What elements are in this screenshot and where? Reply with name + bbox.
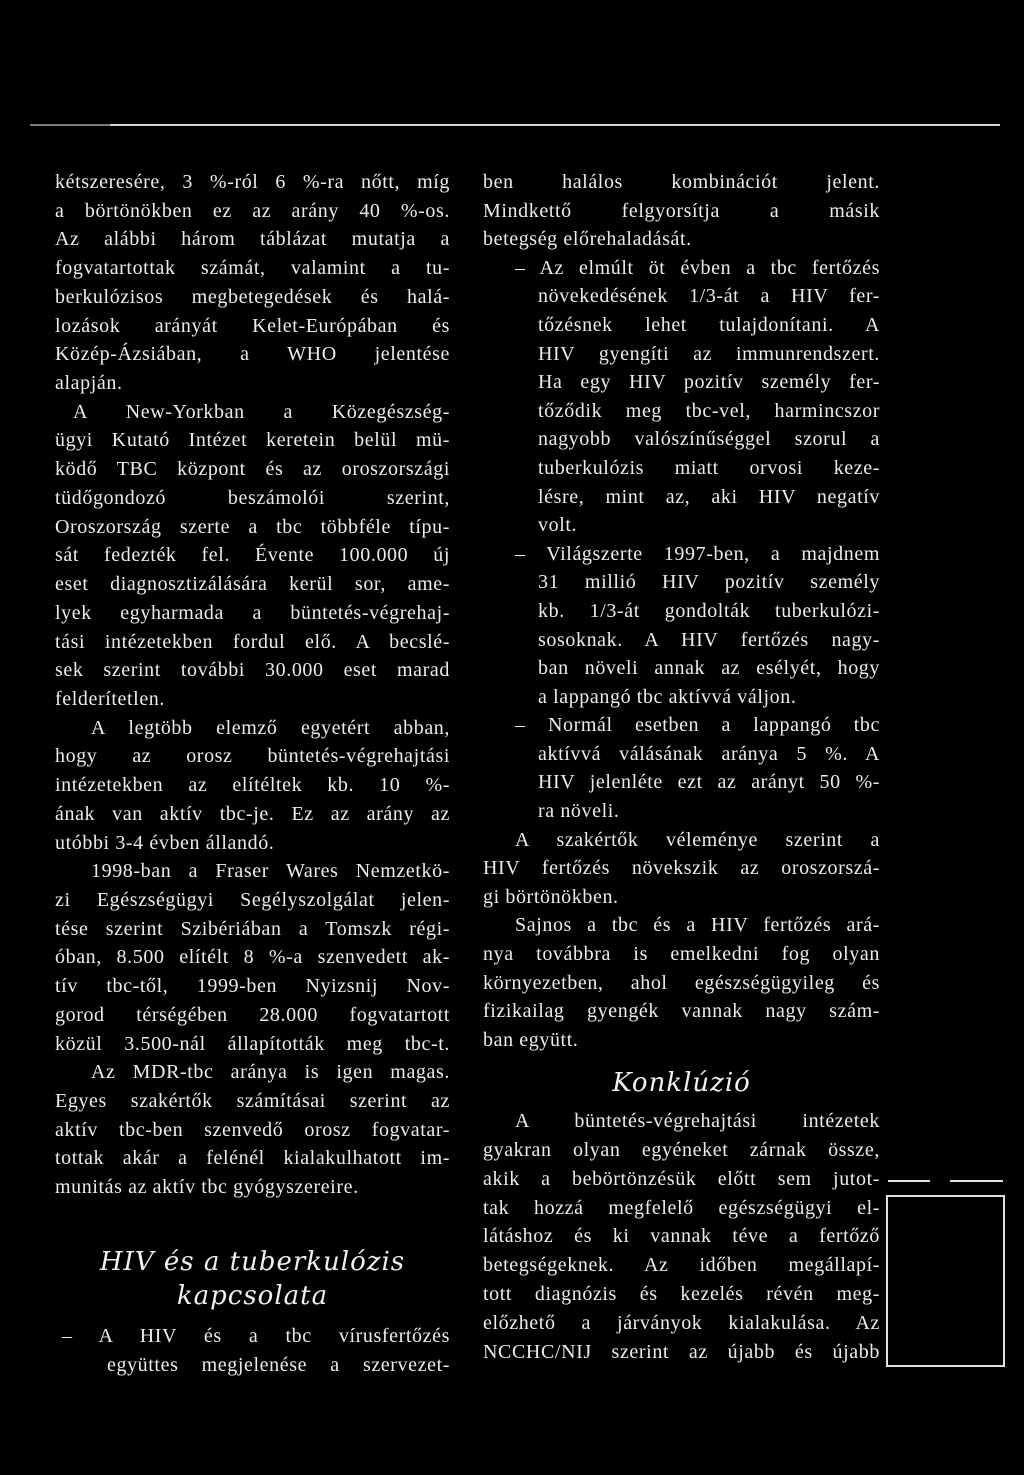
decorative-frame xyxy=(886,1195,1005,1367)
text-line: betegség előrehaladását. xyxy=(483,228,692,251)
text-line: – Az elmúlt öt évben a tbc fertőzés xyxy=(515,256,880,279)
text-line: A New-Yorkban a Közegészség- xyxy=(73,400,450,423)
text-line: intézetekben az elítéltek kb. 10 %- xyxy=(55,774,450,797)
text-line: közül 3.500-nál állapították meg tbc-t. xyxy=(55,1032,450,1055)
text-line: 31 millió HIV pozitív személy xyxy=(538,571,880,594)
text-line: sosoknak. A HIV fertőzés nagy- xyxy=(538,628,880,651)
text-line: nya továbbra is emelkedni fog olyan xyxy=(483,943,880,966)
text-line: munitás az aktív tbc gyógyszereire. xyxy=(55,1176,359,1199)
text-line: 1998-ban a Fraser Wares Nemzetkö- xyxy=(91,860,450,883)
text-line: felderítetlen. xyxy=(55,687,166,710)
text-line: NCCHC/NIJ szerint az újabb és újabb xyxy=(483,1340,880,1363)
text-line: sát fedezték fel. Évente 100.000 új xyxy=(55,544,450,567)
text-line: tott diagnózis és kezelés révén meg- xyxy=(483,1283,880,1306)
text-line: Az MDR-tbc aránya is igen magas. xyxy=(91,1061,450,1084)
text-line: eset diagnosztizálására kerül sor, ame- xyxy=(55,573,450,596)
left-column-text xyxy=(55,168,450,1202)
text-line: – Világszerte 1997-ben, a majdnem xyxy=(515,542,880,565)
text-line: gorod térségében 28.000 fogvatartott xyxy=(55,1003,450,1026)
text-line: Oroszország szerte a tbc többféle típu- xyxy=(55,515,450,538)
text-line: aktívvá válásának aránya 5 %. A xyxy=(538,742,880,765)
text-line: gyakran olyan egyéneket zárnak össze, xyxy=(483,1138,880,1161)
text-line: HIV gyengíti az immunrendszert. xyxy=(538,342,880,365)
text-line: előzhető a járványok kialakulása. Az xyxy=(483,1312,880,1335)
text-line: tív tbc-től, 1999-ben Nyizsnij Nov- xyxy=(55,975,450,998)
text-line: – A HIV és a tbc vírusfertőzés xyxy=(62,1325,450,1347)
text-line: sek szerint további 30.000 eset marad xyxy=(55,659,450,682)
text-line: betegségeknek. Az időben megállapí- xyxy=(483,1254,880,1277)
text-line: volt. xyxy=(538,514,578,537)
text-line: hogy az orosz büntetés-végrehajtási xyxy=(55,745,450,768)
text-line: tőződik meg tbc-vel, harmincszor xyxy=(538,399,880,422)
text-line: HIV jelenléte ezt az arányt 50 %- xyxy=(538,771,880,794)
text-line: ködő TBC központ és az oroszországi xyxy=(55,458,450,481)
text-line: fizikailag gyengék vannak nagy szám- xyxy=(483,1000,880,1023)
text-line: Mindkettő felgyorsítja a másik xyxy=(483,199,880,222)
text-line: A büntetés-végrehajtási intézetek xyxy=(515,1110,880,1132)
text-line: kb. 1/3-át gondolták tuberkulózi- xyxy=(538,599,880,622)
frame-top-dash xyxy=(950,1180,1003,1182)
text-line: lésre, mint az, aki HIV negatív xyxy=(538,485,880,508)
text-line: környezetben, ahol egészségügyileg és xyxy=(483,971,880,994)
text-line: aktív tbc-ben szenvedő orosz fogvatar- xyxy=(55,1118,450,1141)
heading-line: kapcsolata xyxy=(176,1281,329,1311)
text-line: Sajnos a tbc és a HIV fertőzés ará- xyxy=(515,914,880,937)
text-line: lozások arányát Kelet-Európában és xyxy=(55,314,450,337)
text-line: Ha egy HIV pozitív személy fer- xyxy=(538,371,880,394)
top-rule xyxy=(30,124,1000,126)
right-column-text-continued xyxy=(483,1107,880,1367)
text-line: a lappangó tbc aktívvá váljon. xyxy=(538,685,797,708)
text-line: óban, 8.500 elítélt 8 %-a szenvedett ak- xyxy=(55,946,450,969)
right-column-text xyxy=(483,168,880,1054)
text-line: zi Egészségügyi Segélyszolgálat jelen- xyxy=(55,888,450,911)
text-line: együttes megjelenése a szervezet- xyxy=(107,1353,450,1376)
text-line: Az alábbi három táblázat mutatja a xyxy=(55,228,450,251)
heading-line: Konklúzió xyxy=(612,1068,751,1098)
text-line: akik a bebörtönzésük előtt sem jutot- xyxy=(483,1167,880,1190)
text-line: növekedésének 1/3-át a HIV fer- xyxy=(538,285,880,308)
text-line: HIV fertőzés növekszik az oroszorszá- xyxy=(483,857,880,880)
text-line: berkulózisos megbetegedések és halá- xyxy=(55,285,450,308)
text-line: – Normál esetben a lappangó tbc xyxy=(515,714,880,737)
top-rule-faint xyxy=(30,124,110,126)
text-line: lyek egyharmada a büntetés-végrehaj- xyxy=(55,601,450,624)
text-line: ban növeli annak az esélyét, hogy xyxy=(538,657,880,680)
text-line: A legtöbb elemző egyetért abban, xyxy=(91,716,450,739)
section-heading-hiv-tbc xyxy=(55,1245,450,1313)
section-heading-konkluzio xyxy=(483,1064,880,1102)
text-line: tuberkulózis miatt orvosi keze- xyxy=(538,456,880,479)
text-line: Egyes szakértők számításai szerint az xyxy=(55,1090,450,1112)
text-line: ban együtt. xyxy=(483,1028,579,1051)
text-line: A szakértők véleménye szerint a xyxy=(515,828,880,851)
left-column-text-continued xyxy=(55,1322,450,1379)
text-line: tése szerint Szibériában a Tomszk régi- xyxy=(55,917,450,940)
text-line: tőzésnek lehet tulajdonítani. A xyxy=(538,313,880,336)
text-line: ben halálos kombinációt jelent. xyxy=(483,171,880,193)
text-line: kétszeresére, 3 %-ról 6 %-ra nőtt, míg xyxy=(55,171,450,193)
text-line: látáshoz és ki vannak téve a fertőző xyxy=(483,1225,880,1248)
text-line: tak hozzá megfelelő egészségügyi el- xyxy=(483,1196,880,1219)
text-line: tási intézetekben fordul elő. A becslé- xyxy=(55,630,450,653)
heading-line: HIV és a tuberkulózis xyxy=(99,1247,406,1277)
text-line: ának van aktív tbc-je. Ez az arány az xyxy=(55,802,450,825)
text-line: gi börtönökben. xyxy=(483,885,619,908)
frame-top-dash xyxy=(888,1180,930,1182)
text-line: Közép-Ázsiában, a WHO jelentése xyxy=(55,343,450,366)
text-line: alapján. xyxy=(55,372,123,395)
text-line: tottak akár a felénél kialakulhatott im- xyxy=(55,1147,450,1170)
text-line: nagyobb valószínűséggel szorul a xyxy=(538,428,880,451)
text-line: ügyi Kutató Intézet keretein belül mü- xyxy=(55,429,450,452)
text-line: ra növeli. xyxy=(538,800,620,823)
text-line: tüdőgondozó beszámolói szerint, xyxy=(55,486,450,509)
text-line: a börtönökben ez az arány 40 %-os. xyxy=(55,199,450,222)
text-line: fogvatartottak számát, valamint a tu- xyxy=(55,257,450,280)
text-line: utóbbi 3-4 évben állandó. xyxy=(55,831,275,854)
